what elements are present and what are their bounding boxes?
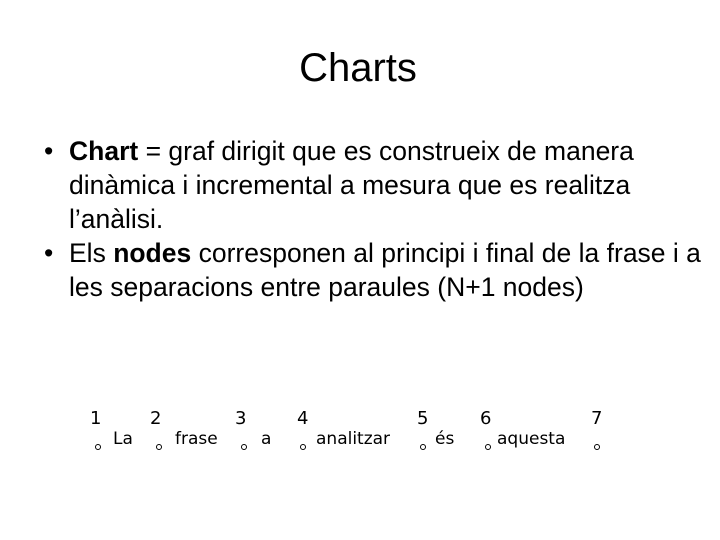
node-number: 7 (591, 408, 603, 429)
bullet-chart-definition (44, 134, 704, 236)
node-number: 2 (150, 408, 162, 429)
node-circle (485, 444, 491, 450)
word: és (435, 429, 455, 449)
bullet-text: = graf dirigit que es construeix de manera dinàmica i incremental a mesura que es realitza l’anàlisi. (69, 136, 634, 234)
bullet-list (44, 134, 704, 304)
term-nodes: nodes (113, 238, 192, 268)
node-circle (95, 444, 101, 450)
bullet-prefix: Els (69, 238, 114, 268)
chart-node-diagram (0, 400, 720, 470)
node-number: 4 (297, 408, 309, 429)
node-number: 1 (90, 408, 102, 429)
node-circle (241, 444, 247, 450)
bullet-text: corresponen al principi i final de la frase i a les separacions entre paraules (N+1 nodes) (69, 238, 701, 302)
node-number: 5 (417, 408, 429, 429)
node-number: 6 (480, 408, 492, 429)
node-number: 3 (235, 408, 247, 429)
word: a (261, 429, 272, 449)
term-chart: Chart (69, 136, 139, 166)
bullet-marker: • (44, 238, 54, 268)
word: La (113, 429, 133, 449)
word: aquesta (497, 429, 566, 449)
word: analitzar (316, 429, 391, 449)
bullet-marker: • (44, 136, 54, 166)
bullet-nodes-definition (44, 236, 704, 304)
node-circle (594, 444, 600, 450)
node-circle (156, 444, 162, 450)
node-circle (420, 444, 426, 450)
word: frase (175, 429, 218, 449)
node-circle (300, 444, 306, 450)
slide-title: Charts (299, 46, 417, 90)
